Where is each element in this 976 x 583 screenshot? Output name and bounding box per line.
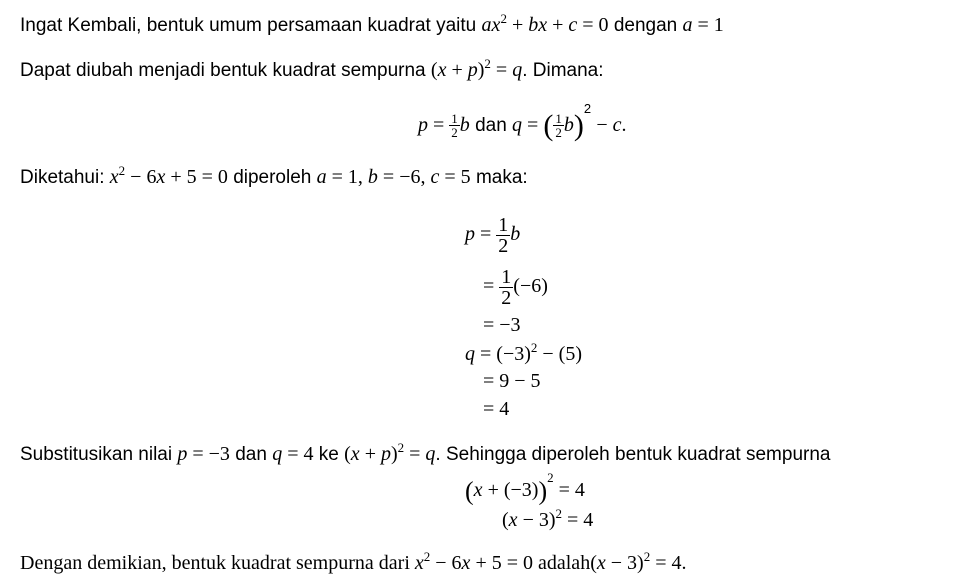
final-eq-2: $(x - 3)^2 = 4$ — [502, 506, 594, 531]
step-p-sub: = $\frac{1}{2}$ (−6) — [483, 265, 548, 309]
perfect-square-form: $(x + p)^2 = q$ — [430, 56, 523, 81]
substitute-line: Substitusikan nilai p = −3 dan q = 4 ke $(x + p)^2 = q$. Sehingga diperoleh bentuk kuadrat sempurna — [20, 440, 831, 465]
conclusion-line: Dengan demikian, bentuk kuadrat sempurna dari $x^2 - 6x + 5 = 0$ adalah(x − 3)$^2$ = 4. — [20, 549, 687, 574]
step-q-result: = 4 — [483, 398, 510, 420]
given-line: Diketahui: $x^2 - 6x + 5 = 0$ diperoleh a = 1, b = −6, c = 5 maka: — [20, 163, 528, 188]
step-q-def: $q = (-3)^2 - (5)$ — [465, 340, 582, 365]
perfect-square-intro: Dapat diubah menjadi bentuk kuadrat sempurna $(x + p)^2 = q$. Dimana: — [20, 56, 604, 81]
step-q-sub: = 9 − 5 — [483, 370, 541, 392]
step-p-def: p = $\frac{1}{2}$ b — [465, 213, 521, 257]
a-equals-1: a = 1 — [682, 14, 724, 36]
general-equation: $ax^2$ + bx + c = 0 — [481, 11, 609, 36]
p-q-formula: p = $\frac{1}{2}$ b dan q = ( $\frac{1}{2}$ b)$^2$ − c. — [418, 101, 627, 142]
intro-line: Ingat Kembali, bentuk umum persamaan kuadrat yaitu $ax^2$ + bx + c = 0 dengan a = 1 — [20, 11, 724, 36]
final-eq-1: $(x + (-3))^2 = 4$ — [465, 470, 585, 506]
step-p-result: = −3 — [483, 314, 521, 336]
